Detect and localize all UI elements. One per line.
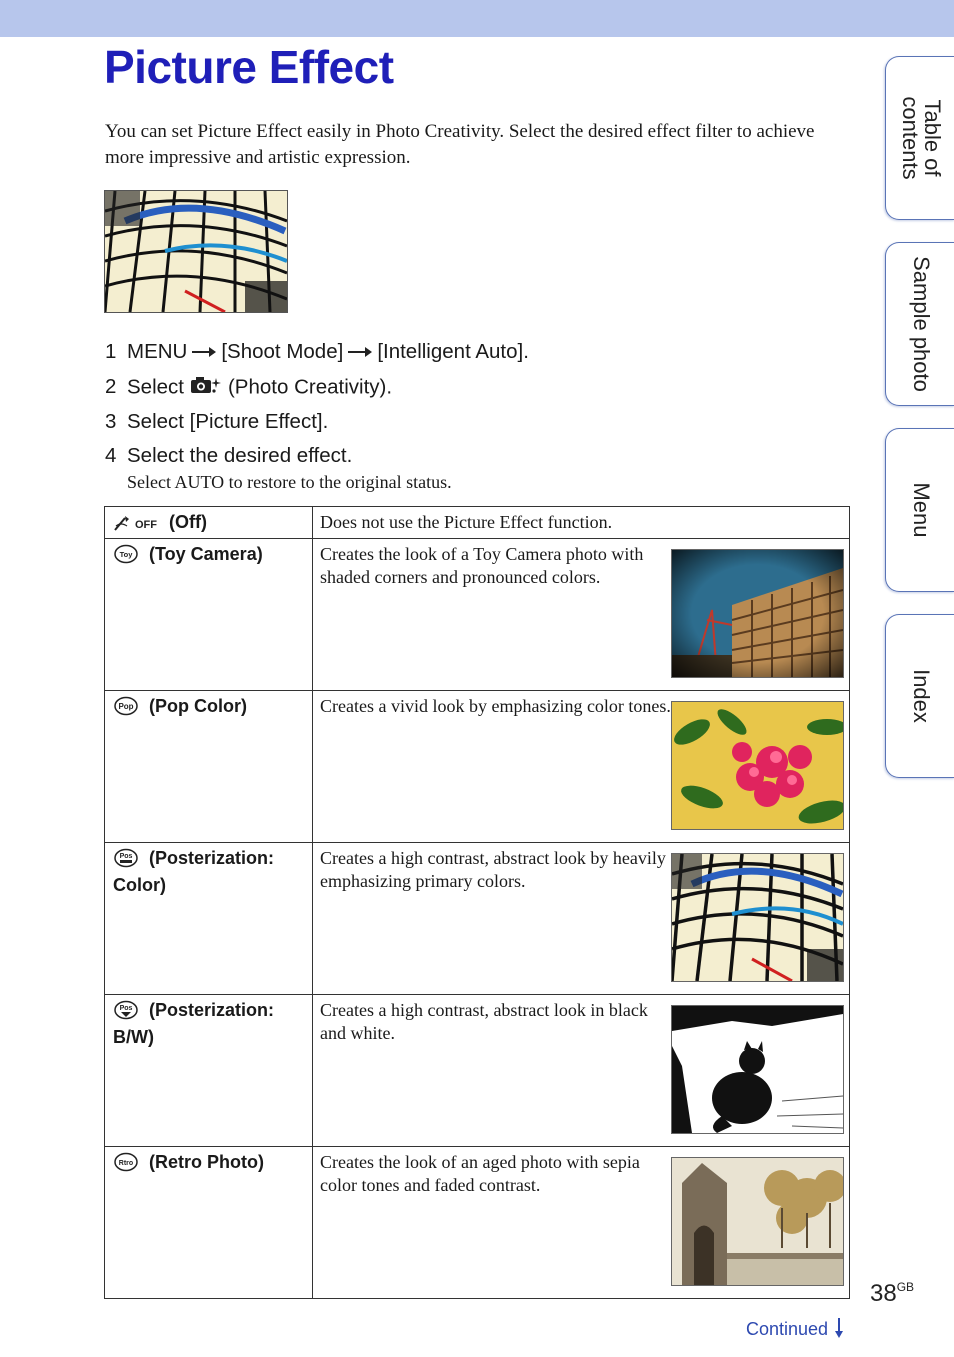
effect-name-cell: Pos (Posterization: Color) xyxy=(105,843,313,995)
posterization-bw-icon xyxy=(113,1000,139,1026)
step-1: 1 MENU [Shoot Mode] [Intelligent Auto]. xyxy=(105,340,529,363)
table-row xyxy=(105,1147,850,1299)
svg-text:Rtro: Rtro xyxy=(118,1160,134,1167)
effect-name-cell: Rtro (Retro Photo) xyxy=(105,1147,313,1299)
tab-table-of-contents[interactable]: Table of contents xyxy=(885,56,954,220)
pop-color-icon xyxy=(113,696,139,722)
effect-name-cell: Pos (Posterization: B/W) xyxy=(105,995,313,1147)
posterization-color-icon xyxy=(113,848,139,874)
intro-text: You can set Picture Effect easily in Photo Creativity. Select the desired effect filter to achieve more impressive and artistic expression. xyxy=(105,121,815,168)
page-number: $38^{GB}$ xyxy=(870,1280,915,1307)
toy-camera-sample-image xyxy=(671,549,844,678)
table-row xyxy=(105,539,850,691)
arrow-down-icon xyxy=(834,1317,844,1344)
svg-text:Pos: Pos xyxy=(119,1005,133,1012)
tab-index[interactable]: Index xyxy=(885,614,954,778)
svg-text:Pos: Pos xyxy=(119,853,133,860)
svg-text:Pop: Pop xyxy=(118,702,134,711)
continued-link[interactable]: Continued xyxy=(746,1317,844,1344)
svg-text:Toy: Toy xyxy=(119,550,133,559)
retro-photo-sample-image xyxy=(671,1157,844,1286)
tab-menu[interactable]: Menu xyxy=(885,428,954,592)
effect-off-icon xyxy=(113,514,159,538)
photo-creativity-icon xyxy=(190,375,222,401)
table-row xyxy=(105,507,850,539)
effect-desc-cell: Creates the look of an aged photo with sepia color tones and faded contrast. xyxy=(313,1147,850,1299)
page-title: Picture Effect xyxy=(104,41,394,93)
hero-image-posterized-grid xyxy=(104,190,288,313)
pop-color-sample-image xyxy=(671,701,844,830)
effect-desc-cell: Creates the look of a Toy Camera photo with shaded corners and pronounced colors. xyxy=(313,539,850,691)
effect-desc-cell: Creates a vivid look by emphasizing color tones. xyxy=(313,691,850,843)
svg-text:OFF: OFF xyxy=(135,519,157,531)
arrow-right-icon xyxy=(347,340,373,364)
tab-sample-photo[interactable]: Sample photo xyxy=(885,242,954,406)
step-2: 2 Select (Photo Creativity). xyxy=(105,375,392,401)
restore-note: Select AUTO to restore to the original status. xyxy=(127,472,452,492)
header-bar xyxy=(0,0,954,37)
retro-photo-icon xyxy=(113,1152,139,1178)
effect-desc-cell: Does not use the Picture Effect function. xyxy=(313,507,850,539)
effect-desc-cell: Creates a high contrast, abstract look in black and white. xyxy=(313,995,850,1147)
arrow-right-icon xyxy=(191,340,217,364)
effect-name-cell: Toy (Toy Camera) xyxy=(105,539,313,691)
toy-camera-icon xyxy=(113,544,139,570)
effect-name-cell: OFF (Off) xyxy=(105,507,313,539)
table-row xyxy=(105,691,850,843)
step-3: 3 Select [Picture Effect]. xyxy=(105,410,329,433)
effect-desc-cell: Creates a high contrast, abstract look by heavily emphasizing primary colors. xyxy=(313,843,850,995)
posterization-color-sample-image xyxy=(671,853,844,982)
effect-name-cell: Pop (Pop Color) xyxy=(105,691,313,843)
table-row xyxy=(105,995,850,1147)
posterization-bw-sample-image xyxy=(671,1005,844,1134)
picture-effect-table xyxy=(104,506,850,1299)
table-row xyxy=(105,843,850,995)
step-4: 4 Select the desired effect. xyxy=(105,444,353,467)
